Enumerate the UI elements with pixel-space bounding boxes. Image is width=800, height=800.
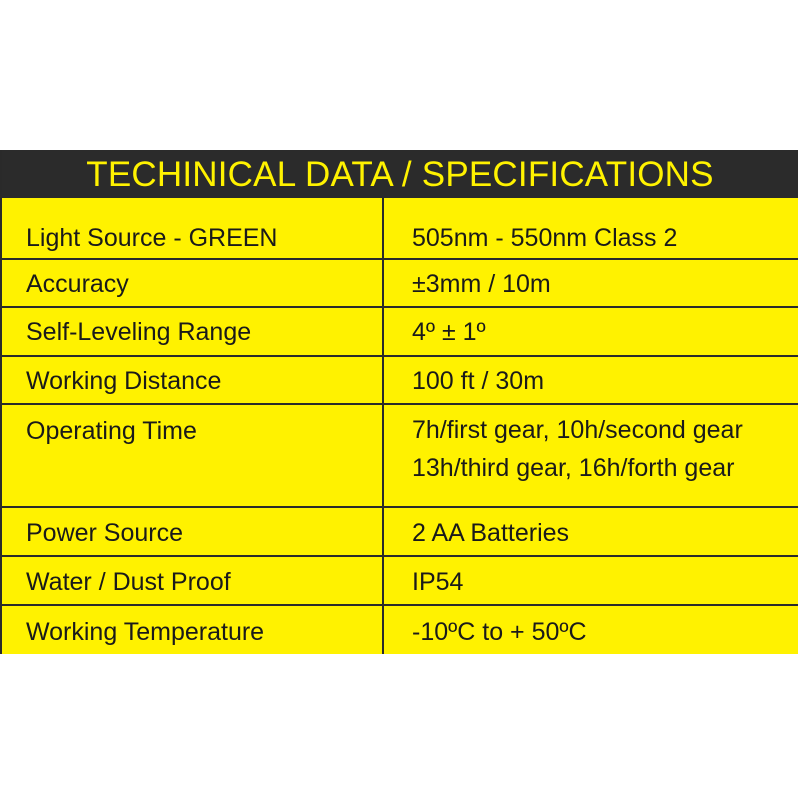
- table-row: [2, 357, 798, 405]
- value-text: ±3mm / 10m: [412, 270, 551, 298]
- value-text: 7h/first gear, 10h/second gear: [412, 416, 743, 444]
- table-row: [2, 308, 798, 357]
- value-text-line2: 13h/third gear, 16h/forth gear: [412, 454, 735, 482]
- row-value: [384, 606, 798, 654]
- row-value: [384, 308, 798, 355]
- row-value: [384, 260, 798, 306]
- label-text: Self-Leveling Range: [26, 318, 252, 346]
- table-row: [2, 606, 798, 654]
- label-text: Water / Dust Proof: [26, 568, 231, 596]
- value-text: 4º ± 1º: [412, 318, 486, 346]
- table-row: [2, 260, 798, 308]
- label-text: Working Distance: [26, 367, 222, 395]
- label-text: Power Source: [26, 519, 184, 547]
- table-row: [2, 508, 798, 557]
- row-label: [2, 606, 384, 654]
- label-text: Accuracy: [26, 270, 129, 298]
- table-row: [2, 557, 798, 606]
- table-row: [2, 198, 798, 260]
- row-value: [384, 198, 798, 258]
- row-label: [2, 308, 384, 355]
- label-text: Working Temperature: [26, 618, 265, 646]
- row-label: [2, 557, 384, 604]
- value-text: 2 AA Batteries: [412, 519, 570, 547]
- row-label: [2, 508, 384, 555]
- table-row: [2, 405, 798, 508]
- label-text: Operating Time: [26, 417, 197, 445]
- row-value: [384, 357, 798, 403]
- row-label: [2, 198, 384, 258]
- value-text: 505nm - 550nm Class 2: [412, 224, 678, 252]
- row-value: [384, 508, 798, 555]
- value-text: -10ºC to + 50ºC: [412, 618, 587, 646]
- label-text: Light Source - GREEN: [26, 224, 278, 252]
- value-text: IP54: [412, 568, 464, 596]
- row-label: [2, 405, 384, 506]
- row-label: [2, 357, 384, 403]
- spec-table: [0, 150, 798, 654]
- row-value: [384, 557, 798, 604]
- row-value: [384, 399, 798, 506]
- value-text: 100 ft / 30m: [412, 367, 545, 395]
- table-body: [2, 198, 798, 654]
- row-label: [2, 260, 384, 306]
- table-title: TECHINICAL DATA / SPECIFICATIONS: [2, 150, 798, 198]
